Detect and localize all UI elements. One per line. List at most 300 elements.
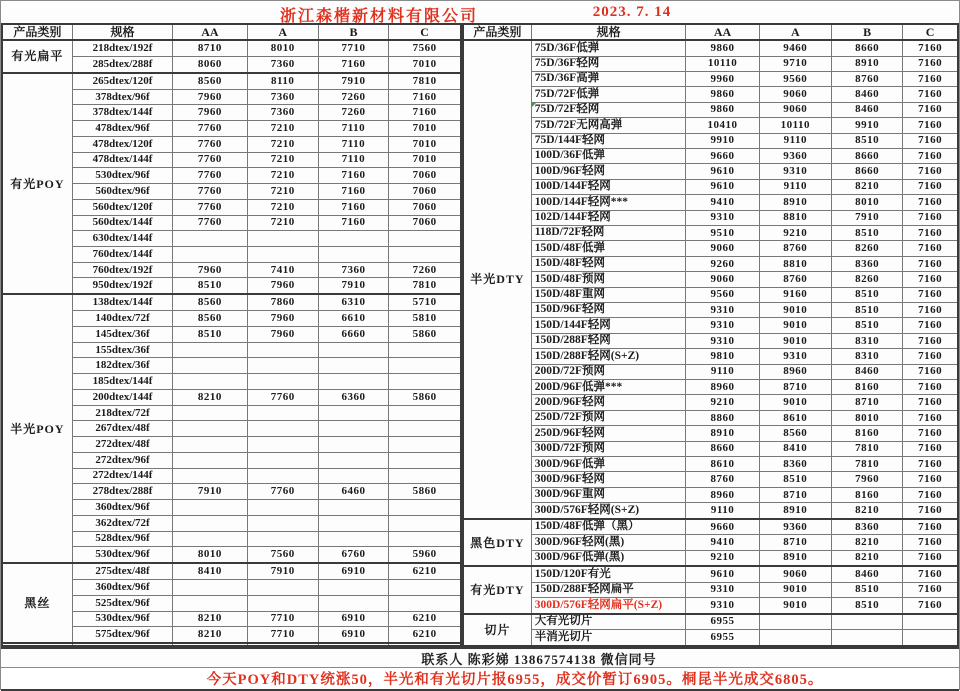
table-row: [463, 303, 958, 318]
spec-cell: 200dtex/144f: [72, 389, 172, 405]
spec-cell: 100D/96F轻网: [531, 164, 686, 179]
price-cell: 9410: [686, 535, 759, 550]
price-cell: 7710: [247, 627, 318, 643]
table-row: [463, 102, 958, 117]
price-cell: 8210: [831, 550, 902, 566]
table-row: [2, 643, 461, 646]
price-cell: [318, 421, 388, 437]
price-cell: 7160: [903, 87, 958, 102]
price-cell: 7910: [318, 73, 388, 89]
spec-cell: 950dtex/192f: [72, 278, 172, 294]
spec-cell: 138dtex/144f: [72, 294, 172, 310]
left-price-table: [1, 23, 462, 647]
price-cell: 8060: [173, 56, 247, 72]
price-cell: 9210: [759, 225, 831, 240]
table-row: [463, 71, 958, 86]
table-row: [463, 164, 958, 179]
col-header: 产品类别: [2, 24, 72, 40]
price-cell: 7160: [903, 71, 958, 86]
price-cell: 8260: [831, 241, 902, 256]
price-cell: 7160: [903, 256, 958, 271]
price-cell: 7210: [247, 121, 318, 137]
table-row: [463, 241, 958, 256]
price-cell: 8760: [759, 272, 831, 287]
price-cell: 7160: [318, 199, 388, 215]
table-row: [463, 272, 958, 287]
price-cell: 8760: [831, 71, 902, 86]
table-row: [463, 630, 958, 646]
spec-cell: 530dtex/96f: [72, 547, 172, 563]
price-cell: 8310: [831, 349, 902, 364]
price-cell: [247, 595, 318, 611]
table-row: [463, 472, 958, 487]
price-cell: 7160: [903, 503, 958, 519]
price-cell: [247, 468, 318, 484]
price-cell: 7810: [389, 278, 461, 294]
price-cell: 9310: [759, 164, 831, 179]
price-cell: 8410: [173, 563, 247, 579]
price-cell: [247, 452, 318, 468]
price-cell: [173, 405, 247, 421]
price-cell: 7160: [903, 195, 958, 210]
price-cell: 8360: [759, 457, 831, 472]
table-row: [463, 441, 958, 456]
price-cell: 6310: [318, 294, 388, 310]
price-cell: 9010: [759, 333, 831, 348]
spec-cell: 150D/48F轻网: [531, 256, 686, 271]
price-cell: 7360: [247, 89, 318, 105]
price-cell: 7960: [173, 262, 247, 278]
price-cell: 8960: [759, 364, 831, 379]
table-row: [463, 395, 958, 410]
price-cell: 9310: [686, 210, 759, 225]
category-cell: 半光POY: [2, 294, 72, 563]
table-row: [463, 133, 958, 148]
spec-cell: 560dtex/120f: [72, 199, 172, 215]
price-cell: 7160: [389, 89, 461, 105]
price-cell: 7960: [831, 472, 902, 487]
price-cell: [173, 531, 247, 547]
price-cell: 8760: [686, 472, 759, 487]
price-cell: 9960: [686, 71, 759, 86]
price-cell: 8810: [759, 210, 831, 225]
price-cell: 8810: [759, 256, 831, 271]
price-cell: 9460: [759, 40, 831, 56]
price-cell: 8910: [759, 503, 831, 519]
price-cell: 8510: [831, 287, 902, 302]
table-row: [463, 457, 958, 472]
price-cell: [831, 614, 902, 630]
table-row: [463, 40, 958, 56]
price-cell: [247, 247, 318, 263]
price-cell: 7160: [903, 457, 958, 472]
col-header: A: [247, 24, 318, 40]
price-cell: 8410: [759, 441, 831, 456]
price-cell: 7160: [903, 598, 958, 614]
price-cell: 7960: [173, 105, 247, 121]
price-cell: [173, 342, 247, 358]
price-cell: 9310: [686, 333, 759, 348]
price-cell: 9360: [759, 148, 831, 163]
spec-cell: 102D/144F轻网: [531, 210, 686, 225]
price-cell: 7110: [318, 152, 388, 168]
price-cell: 7760: [173, 215, 247, 231]
price-cell: [318, 231, 388, 247]
price-cell: 8510: [831, 303, 902, 318]
table-row: [463, 179, 958, 194]
price-cell: [173, 595, 247, 611]
price-cell: 9910: [831, 118, 902, 133]
spec-cell: 75D/36F高弹: [531, 71, 686, 86]
price-cell: 8910: [759, 550, 831, 566]
spec-cell: 100D/144F轻网***: [531, 195, 686, 210]
price-cell: 8560: [173, 311, 247, 327]
price-cell: 8360: [831, 256, 902, 271]
price-cell: 7210: [247, 215, 318, 231]
spec-cell: 150D/288F轻网: [531, 333, 686, 348]
spec-cell: 300D/96F低弹(黑): [531, 550, 686, 566]
table-row: [463, 410, 958, 425]
price-cell: 8460: [831, 566, 902, 582]
price-cell: [173, 231, 247, 247]
table-row: [2, 563, 461, 579]
price-cell: 7960: [173, 89, 247, 105]
table-row: [463, 349, 958, 364]
price-cell: [247, 580, 318, 596]
price-cell: [389, 231, 461, 247]
spec-cell: 75D/72F低弹: [531, 87, 686, 102]
price-cell: 7010: [389, 152, 461, 168]
price-cell: 7260: [318, 105, 388, 121]
table-row: [463, 566, 958, 582]
price-cell: 7760: [173, 152, 247, 168]
price-cell: [247, 437, 318, 453]
table-row: [463, 333, 958, 348]
price-cell: 9060: [759, 102, 831, 117]
price-cell: 9860: [686, 102, 759, 117]
table-row: [463, 210, 958, 225]
price-cell: 9860: [686, 40, 759, 56]
spec-cell: 150D/96F轻网: [531, 303, 686, 318]
price-cell: 6610: [318, 311, 388, 327]
price-cell: 8510: [831, 133, 902, 148]
table-row: [463, 56, 958, 71]
price-cell: [389, 515, 461, 531]
price-cell: 9610: [686, 179, 759, 194]
price-cell: 9360: [759, 519, 831, 535]
price-cell: 10110: [686, 56, 759, 71]
category-cell: 有光DTY: [463, 566, 531, 613]
price-cell: 8710: [759, 380, 831, 395]
price-cell: 9010: [759, 303, 831, 318]
spec-cell: 185dtex/144f: [72, 374, 172, 390]
price-cell: [318, 405, 388, 421]
price-cell: [831, 630, 902, 646]
col-header: 规格: [531, 24, 686, 40]
price-cell: 9260: [686, 256, 759, 271]
price-cell: [247, 421, 318, 437]
category-cell: 有光POY: [2, 73, 72, 295]
price-cell: 7560: [247, 547, 318, 563]
sheet-date: 2023. 7. 14: [592, 4, 672, 20]
table-row: [463, 87, 958, 102]
price-cell: 9210: [686, 550, 759, 566]
spec-cell: 525dtex/96f: [72, 595, 172, 611]
spec-cell: 75D/36F轻网: [531, 56, 686, 71]
price-cell: 7160: [318, 56, 388, 72]
spec-cell: 530dtex/96f: [72, 168, 172, 184]
contact-info: 联系人 陈彩娣 13867574138 微信同号: [421, 651, 657, 667]
price-cell: [389, 643, 461, 646]
spec-cell: 360dtex/96f: [72, 580, 172, 596]
price-cell: 8460: [831, 102, 902, 117]
table-row: [463, 487, 958, 502]
price-cell: 6460: [318, 484, 388, 500]
price-cell: 5860: [389, 389, 461, 405]
spec-cell: 218dtex/72f: [72, 405, 172, 421]
price-cell: 7110: [318, 121, 388, 137]
price-cell: 8160: [831, 380, 902, 395]
price-cell: 9060: [686, 241, 759, 256]
price-cell: 7160: [903, 148, 958, 163]
price-cell: [318, 580, 388, 596]
spec-cell: 150D/48F低弹: [531, 241, 686, 256]
price-cell: 7010: [389, 136, 461, 152]
price-cell: 9860: [686, 87, 759, 102]
price-cell: 8010: [173, 547, 247, 563]
spec-cell: 200D/96F轻网: [531, 395, 686, 410]
price-cell: [173, 374, 247, 390]
price-cell: 6210: [389, 627, 461, 643]
price-cell: 8660: [831, 164, 902, 179]
price-cell: 8110: [247, 73, 318, 89]
price-cell: [389, 421, 461, 437]
spec-cell: 155dtex/36f: [72, 342, 172, 358]
price-cell: 9310: [686, 318, 759, 333]
price-cell: 9660: [686, 519, 759, 535]
table-row: [463, 364, 958, 379]
price-cell: [318, 643, 388, 646]
price-cell: 7260: [318, 89, 388, 105]
spec-cell: 630dtex/144f: [72, 231, 172, 247]
price-cell: 7160: [318, 184, 388, 200]
price-cell: 7810: [831, 441, 902, 456]
price-cell: [389, 500, 461, 516]
price-cell: 8710: [759, 535, 831, 550]
table-row: [2, 294, 461, 310]
spec-cell: 272dtex/48f: [72, 437, 172, 453]
price-cell: 8510: [831, 582, 902, 597]
price-cell: 7160: [903, 395, 958, 410]
price-cell: 7260: [389, 262, 461, 278]
col-header: AA: [173, 24, 247, 40]
price-cell: 10110: [759, 118, 831, 133]
price-cell: [389, 374, 461, 390]
price-cell: 9510: [686, 225, 759, 240]
price-cell: 7810: [831, 457, 902, 472]
spec-cell: 300D/576F轻网(S+Z): [531, 503, 686, 519]
price-cell: 8460: [831, 87, 902, 102]
spec-cell: 250D/72F预网: [531, 410, 686, 425]
price-cell: 9110: [759, 133, 831, 148]
col-header: B: [318, 24, 388, 40]
table-row: [463, 582, 958, 597]
price-cell: 8660: [831, 148, 902, 163]
price-cell: 7360: [247, 56, 318, 72]
price-cell: 7160: [903, 164, 958, 179]
spec-cell: 272dtex/96f: [72, 452, 172, 468]
price-cell: 7710: [247, 611, 318, 627]
price-cell: 7160: [903, 410, 958, 425]
spec-cell: 150D/48F低弹（黑）: [531, 519, 686, 535]
price-cell: 9010: [759, 395, 831, 410]
price-cell: [247, 643, 318, 646]
price-cell: [389, 405, 461, 421]
price-cell: [173, 580, 247, 596]
price-cell: [903, 614, 958, 630]
table-row: [463, 318, 958, 333]
price-cell: [389, 595, 461, 611]
table-row: [463, 287, 958, 302]
price-cell: [389, 358, 461, 374]
price-cell: 7160: [903, 303, 958, 318]
table-row: [463, 503, 958, 519]
price-notice: 今天POY和DTY统涨50，半光和有光切片报6955，成交价暂订6905。桐昆半光成交6805。: [206, 672, 824, 688]
price-cell: [247, 531, 318, 547]
price-cell: 5860: [389, 327, 461, 343]
price-cell: [173, 452, 247, 468]
price-cell: 7760: [173, 136, 247, 152]
price-cell: 5710: [389, 294, 461, 310]
price-cell: 7810: [389, 73, 461, 89]
price-cell: 8360: [831, 519, 902, 535]
spec-cell: 150D/48F重网: [531, 287, 686, 302]
spec-cell: 560dtex/144f: [72, 215, 172, 231]
price-cell: 7160: [903, 133, 958, 148]
right-price-table: [462, 23, 959, 647]
price-cell: 7160: [903, 225, 958, 240]
price-cell: 7760: [247, 484, 318, 500]
price-cell: 9210: [686, 395, 759, 410]
table-row: [463, 519, 958, 535]
price-cell: [318, 247, 388, 263]
price-cell: 7210: [247, 184, 318, 200]
price-cell: 7160: [903, 56, 958, 71]
company-title: 浙江森楷新材料有限公司: [279, 8, 478, 25]
price-cell: 8160: [831, 426, 902, 441]
price-cell: 9110: [686, 503, 759, 519]
spec-cell: 75D/36F低弹: [531, 40, 686, 56]
spec-cell: 265dtex/120f: [72, 73, 172, 89]
price-cell: 6210: [389, 611, 461, 627]
spec-cell: 150D/288F轻网扁平: [531, 582, 686, 597]
price-cell: [247, 500, 318, 516]
price-cell: 9610: [686, 566, 759, 582]
price-cell: 8210: [173, 611, 247, 627]
price-cell: 8210: [831, 503, 902, 519]
price-cell: 6955: [686, 614, 759, 630]
price-cell: 7160: [903, 380, 958, 395]
price-cell: 7960: [247, 327, 318, 343]
price-cell: [173, 358, 247, 374]
price-cell: 6210: [389, 563, 461, 579]
spec-cell: 378dtex/144f: [72, 105, 172, 121]
price-cell: 9810: [686, 349, 759, 364]
price-cell: 7910: [247, 563, 318, 579]
price-cell: 7160: [903, 179, 958, 194]
price-cell: [247, 405, 318, 421]
category-cell: [2, 643, 72, 646]
spec-cell: 半消光切片: [531, 630, 686, 646]
price-cell: 8910: [759, 195, 831, 210]
price-cell: [318, 468, 388, 484]
price-cell: 7760: [173, 199, 247, 215]
price-cell: 7160: [903, 364, 958, 379]
spec-cell: 75D/144F轻网: [531, 133, 686, 148]
spec-cell: 200D/96F低弹***: [531, 380, 686, 395]
price-cell: 8510: [173, 327, 247, 343]
price-cell: 7060: [389, 215, 461, 231]
table-row: [463, 148, 958, 163]
price-cell: [318, 500, 388, 516]
price-cell: 9560: [686, 287, 759, 302]
price-cell: 9060: [759, 87, 831, 102]
spec-cell: 218dtex/192f: [72, 40, 172, 56]
spec-cell: 285dtex/288f: [72, 56, 172, 72]
spec-cell: 760dtex/144f: [72, 247, 172, 263]
price-cell: 7160: [903, 487, 958, 502]
price-cell: 9310: [759, 349, 831, 364]
price-cell: 8510: [759, 472, 831, 487]
price-cell: 9010: [759, 598, 831, 614]
price-cell: [389, 452, 461, 468]
spec-cell: 360dtex/96f: [72, 500, 172, 516]
price-cell: 8510: [173, 278, 247, 294]
price-cell: [318, 595, 388, 611]
price-cell: [318, 515, 388, 531]
price-cell: 8560: [759, 426, 831, 441]
price-cell: 8610: [686, 457, 759, 472]
price-cell: 6910: [318, 611, 388, 627]
col-header: C: [389, 24, 461, 40]
spec-cell: 300D/96F重网: [531, 487, 686, 502]
price-cell: 5960: [389, 547, 461, 563]
price-cell: 9410: [686, 195, 759, 210]
spec-cell: 575dtex/96f: [72, 627, 172, 643]
price-cell: 7760: [247, 389, 318, 405]
price-cell: 9160: [759, 287, 831, 302]
price-cell: 7160: [903, 535, 958, 550]
price-cell: [759, 630, 831, 646]
table-row: [463, 426, 958, 441]
price-cell: 9910: [686, 133, 759, 148]
price-cell: [247, 374, 318, 390]
price-cell: 7160: [318, 168, 388, 184]
price-cell: 7910: [173, 484, 247, 500]
price-cell: 7760: [173, 121, 247, 137]
spec-cell: 272dtex/144f: [72, 468, 172, 484]
price-cell: [173, 437, 247, 453]
table-row: [463, 225, 958, 240]
price-cell: 8910: [686, 426, 759, 441]
price-cell: 8960: [686, 487, 759, 502]
price-cell: 7160: [903, 241, 958, 256]
price-cell: 8710: [759, 487, 831, 502]
price-cell: 7160: [318, 215, 388, 231]
price-cell: [389, 247, 461, 263]
price-cell: [389, 531, 461, 547]
price-cell: 7010: [389, 121, 461, 137]
